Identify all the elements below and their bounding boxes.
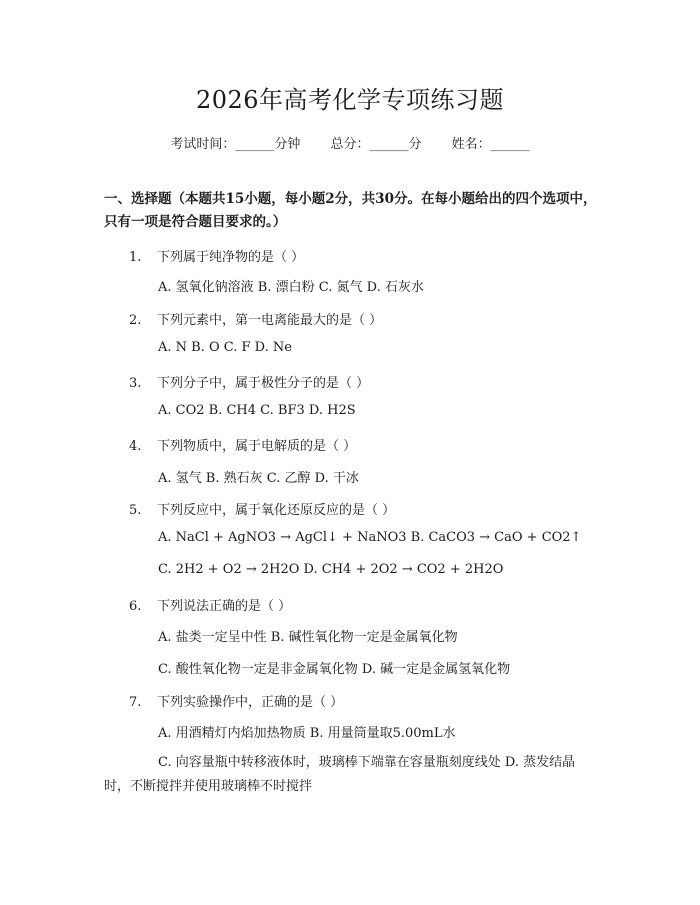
question-stem <box>129 499 599 518</box>
answer-options: C. 酸性氧化物一定是非金属氧化物 D. 碱一定是金属氢氧化物 <box>158 662 511 677</box>
question-stem <box>129 691 599 710</box>
answer-options: A. CO2 B. CH4 C. BF3 D. H2S <box>158 403 356 418</box>
question-number: 1. <box>129 250 142 265</box>
question-number: 7. <box>129 695 142 710</box>
answer-options: A. NaCl + AgNO3 → AgCl↓ + NaNO3 B. CaCO3 → CaO + CO2↑ <box>158 530 582 545</box>
question-text: 下列反应中，属于氧化还原反应的是（ ） <box>157 503 396 518</box>
answer-options: A. 氢气 B. 熟石灰 C. 乙醇 D. 干冰 <box>158 471 359 486</box>
student-name-field: 姓名：______ <box>451 137 530 152</box>
question-text: 下列实验操作中，正确的是（ ） <box>157 695 344 710</box>
question-number: 4. <box>129 439 142 454</box>
question-text: 下列说法正确的是（ ） <box>157 599 292 614</box>
question-stem <box>129 246 599 265</box>
section-heading: 一、选择题（本题共15小题，每小题2分，共30分。在每小题给出的四个选项中，只有一项是符合题目要求的。） <box>104 191 597 230</box>
question-stem <box>129 595 599 614</box>
question-text: 下列分子中，属于极性分子的是（ ） <box>157 376 370 391</box>
question-stem <box>129 309 599 328</box>
question-text: 下列元素中，第一电离能最大的是（ ） <box>157 313 383 328</box>
question-stem <box>129 372 599 391</box>
total-score-field: 总分：______分 <box>330 137 422 152</box>
page-title: 2026年高考化学专项练习题 <box>195 86 505 114</box>
question-number: 3. <box>129 376 142 391</box>
answer-options: A. N B. O C. F D. Ne <box>158 340 292 355</box>
answer-options: A. 氢氧化钠溶液 B. 漂白粉 C. 氮气 D. 石灰水 <box>158 280 424 295</box>
answer-options: A. 盐类一定呈中性 B. 碱性氧化物一定是金属氧化物 <box>158 630 458 645</box>
question-stem <box>129 435 599 454</box>
question-number: 5. <box>129 503 142 518</box>
question-text: 下列属于纯净物的是（ ） <box>157 250 305 265</box>
exam-info <box>0 133 700 152</box>
answer-options: C. 向容量瓶中转移液体时，玻璃棒下端靠在容量瓶刻度线处 D. 蒸发结晶时，不断搅拌并使用玻璃棒不时搅拌 <box>104 755 576 794</box>
answer-options: A. 用酒精灯内焰加热物质 B. 用量筒量取5.00mL水 <box>158 726 456 741</box>
question-text: 下列物质中，属于电解质的是（ ） <box>157 439 357 454</box>
answer-options: C. 2H2 + O2 → 2H2O D. CH4 + 2O2 → CO2 + 2H2O <box>158 562 504 577</box>
exam-time-field: 考试时间：______分钟 <box>170 137 301 152</box>
question-number: 6. <box>129 599 142 614</box>
question-number: 2. <box>129 313 142 328</box>
